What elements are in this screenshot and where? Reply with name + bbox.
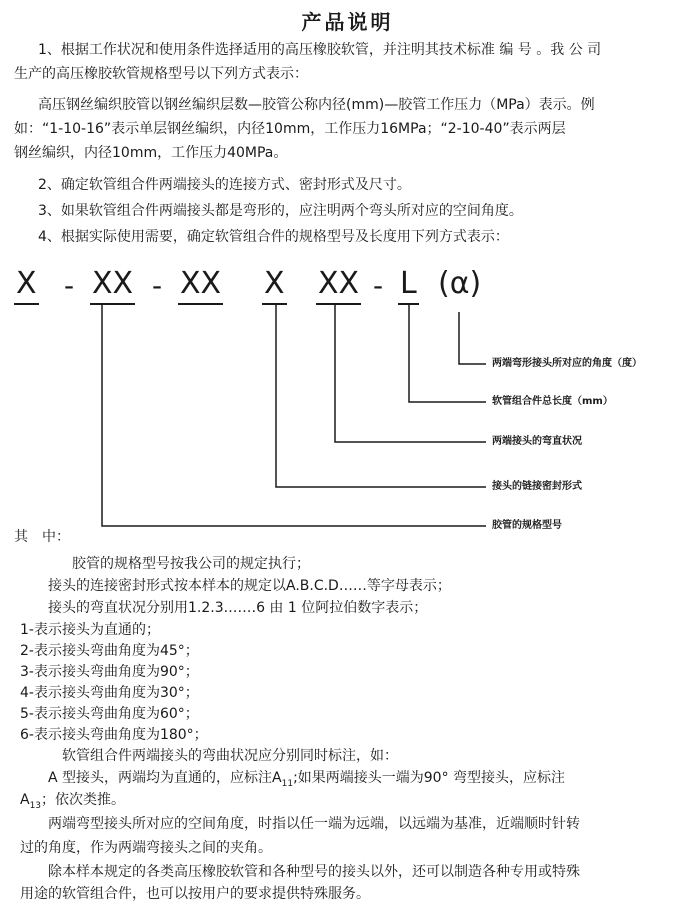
intro-p1-line1: 1、根据工作状况和使用条件选择适用的高压橡胶软管，并注明其技术标准 编 号 。我 公 司: [38, 42, 602, 58]
body-line-1: 胶管的规格型号按我公司的规定执行；: [72, 556, 310, 572]
list-item: 3-表示接头弯曲角度为90°；: [20, 664, 199, 680]
body-line-2: 接头的连接密封形式按本样本的规定以A.B.C.D……等字母表示；: [48, 578, 451, 594]
code-seg-layers: X: [14, 266, 39, 302]
legend-bend: 两端接头的弯直状况: [492, 436, 582, 447]
list-item: 4-表示接头弯曲角度为30°；: [20, 685, 199, 701]
intro-p1-line2: 生产的高压橡胶软管规格型号以下列方式表示：: [14, 66, 308, 82]
code-seg-angle: (α): [438, 266, 482, 301]
connector-angle: [459, 312, 486, 364]
code-seg-pressure: XX: [178, 266, 223, 302]
intro-p2-line1: 高压钢丝编织胶管以钢丝编织层数—胶管公称内径(mm)—胶管工作压力（MPa）表示。例: [38, 97, 595, 113]
intro-p3: 2、确定软管组合件两端接头的连接方式、密封形式及尺寸。: [38, 177, 411, 193]
code-seg-seal: X: [262, 266, 287, 302]
code-dash-1: -: [64, 269, 75, 302]
body-line-5: A 型接头，两端均为直通的，应标注$A_{11}$;如果两端接头一端为90° 弯型接头，应标注: [48, 770, 566, 789]
body-line-6: $A_{13}$；依次类推。: [20, 792, 126, 811]
body-line-3: 接头的弯直状况分别用1.2.3.……6 由 1 位阿拉伯数字表示；: [48, 600, 428, 616]
list-item: 2-表示接头弯曲角度为45°；: [20, 643, 199, 659]
intro-p2-line2: 如：“1-10-16”表示单层钢丝编织，内径10mm，工作压力16MPa；“2-10-40”表示两层: [14, 121, 566, 137]
legend-length: 软管组合件总长度（mm）: [492, 396, 613, 407]
body-line-9: 除本样本规定的各类高压橡胶软管和各种型号的接头以外，还可以制造各种专用或特殊: [48, 864, 580, 880]
code-seg-bend: XX: [316, 266, 361, 302]
code-dash-2: -: [152, 269, 163, 302]
list-item: 6-表示接头弯曲角度为180°；: [20, 727, 208, 743]
connector-length: [409, 305, 486, 402]
code-seg-length: L: [398, 266, 419, 302]
legend-seal: 接头的链接密封形式: [492, 481, 582, 492]
connector-seal: [276, 305, 486, 487]
body-line-8: 过的角度，作为两端弯接头之间的夹角。: [20, 840, 272, 856]
list-item: 1-表示接头为直通的；: [20, 622, 160, 638]
connector-bend: [335, 305, 486, 442]
page-title: 产品说明: [301, 10, 394, 34]
body-line-10: 用途的软管组合件，也可以按用户的要求提供特殊服务。: [20, 886, 370, 902]
body-heading: 其 中：: [14, 529, 70, 545]
intro-p5: 4、根据实际使用需要，确定软管组合件的规格型号及长度用下列方式表示：: [38, 229, 509, 245]
body-line-4: 软管组合件两端接头的弯曲状况应分别同时标注，如：: [62, 748, 398, 764]
legend-spec: 胶管的规格型号: [492, 520, 562, 531]
intro-p2-line3: 钢丝编织，内径10mm，工作压力40MPa。: [14, 145, 288, 161]
intro-p4: 3、如果软管组合件两端接头都是弯形的，应注明两个弯头所对应的空间角度。: [38, 203, 523, 219]
connector-spec: [102, 305, 486, 526]
list-item: 5-表示接头弯曲角度为60°；: [20, 706, 199, 722]
legend-angle: 两端弯形接头所对应的角度（度）: [492, 358, 642, 369]
code-dash-3: -: [373, 269, 384, 302]
code-seg-diameter: XX: [90, 266, 135, 302]
body-line-7: 两端弯型接头所对应的空间角度，时指以任一端为远端，以远端为基准，近端顺时针转: [48, 816, 580, 832]
